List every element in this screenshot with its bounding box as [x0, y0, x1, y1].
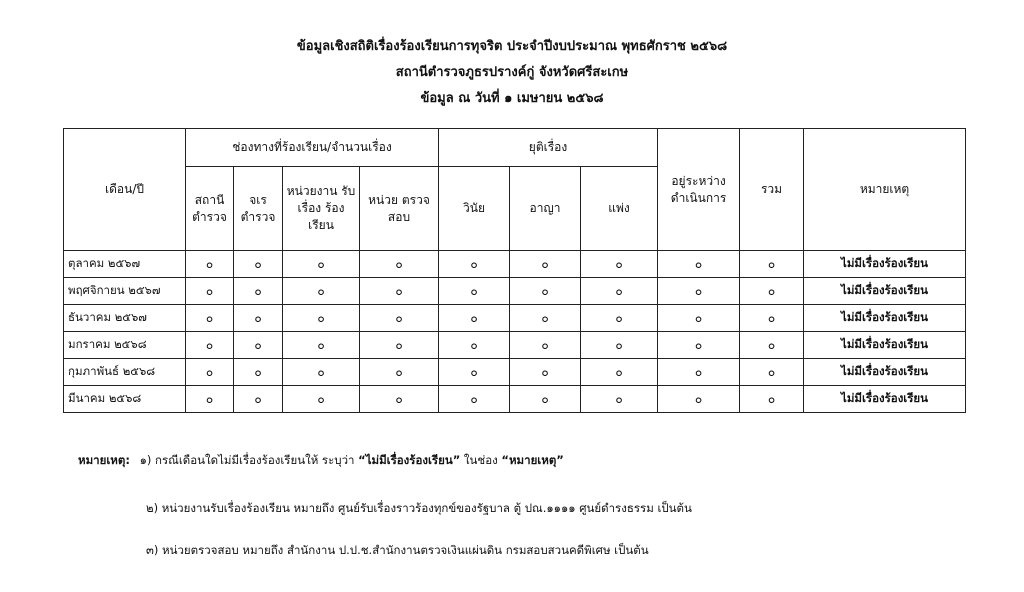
- table-row: [64, 386, 966, 413]
- cell-civil: ๐: [581, 359, 658, 386]
- complaint-statistics-table: [63, 128, 966, 413]
- cell-police-station: ๐: [186, 278, 234, 305]
- footnote-1-text: ๑) กรณีเดือนใดไม่มีเรื่องร้องเรียนให้ ระบุว่า: [139, 453, 355, 467]
- title-line-2: สถานีตำรวจภูธรปรางค์กู่ จังหวัดศรีสะเกษ: [395, 65, 629, 80]
- cell-month: มีนาคม ๒๕๖๘: [64, 386, 186, 413]
- header-total: รวม: [740, 129, 804, 251]
- cell-complaint-unit: ๐: [283, 332, 360, 359]
- cell-police-station: ๐: [186, 359, 234, 386]
- cell-patrol: ๐: [234, 359, 283, 386]
- cell-criminal: ๐: [510, 386, 581, 413]
- footnote-1-quote-remark: “หมายเหตุ”: [501, 453, 564, 467]
- footnote-1-quote-no-complaint: “ไม่มีเรื่องร้องเรียน”: [358, 453, 461, 467]
- footnote-label: หมายเหตุ:: [78, 453, 130, 467]
- cell-remark: ไม่มีเรื่องร้องเรียน: [804, 332, 966, 359]
- cell-in-progress: ๐: [658, 359, 740, 386]
- cell-police-station: ๐: [186, 305, 234, 332]
- cell-remark: ไม่มีเรื่องร้องเรียน: [804, 386, 966, 413]
- header-in-progress: อยู่ระหว่าง ดำเนินการ: [658, 129, 740, 251]
- cell-audit-unit: ๐: [360, 278, 439, 305]
- cell-criminal: ๐: [510, 332, 581, 359]
- header-audit-unit: หน่วย ตรวจสอบ: [360, 167, 439, 251]
- cell-remark: ไม่มีเรื่องร้องเรียน: [804, 305, 966, 332]
- cell-month: ตุลาคม ๒๕๖๗: [64, 251, 186, 278]
- table-row: [64, 278, 966, 305]
- header-ended-group: ยุติเรื่อง: [439, 129, 658, 167]
- cell-discipline: ๐: [439, 305, 510, 332]
- cell-month: กุมภาพันธ์ ๒๕๖๘: [64, 359, 186, 386]
- cell-audit-unit: ๐: [360, 251, 439, 278]
- cell-civil: ๐: [581, 305, 658, 332]
- cell-patrol: ๐: [234, 278, 283, 305]
- cell-total: ๐: [740, 278, 804, 305]
- cell-police-station: ๐: [186, 332, 234, 359]
- cell-patrol: ๐: [234, 386, 283, 413]
- table-row: [64, 251, 966, 278]
- table-row: [64, 305, 966, 332]
- cell-patrol: ๐: [234, 305, 283, 332]
- header-patrol: จเร ตำรวจ: [234, 167, 283, 251]
- cell-audit-unit: ๐: [360, 305, 439, 332]
- cell-remark: ไม่มีเรื่องร้องเรียน: [804, 251, 966, 278]
- cell-total: ๐: [740, 332, 804, 359]
- table-row: [64, 359, 966, 386]
- cell-complaint-unit: ๐: [283, 278, 360, 305]
- cell-civil: ๐: [581, 251, 658, 278]
- cell-audit-unit: ๐: [360, 359, 439, 386]
- cell-discipline: ๐: [439, 386, 510, 413]
- cell-criminal: ๐: [510, 251, 581, 278]
- cell-complaint-unit: ๐: [283, 359, 360, 386]
- cell-discipline: ๐: [439, 332, 510, 359]
- header-civil: แพ่ง: [581, 167, 658, 251]
- cell-in-progress: ๐: [658, 251, 740, 278]
- footnote-2: ๒) หน่วยงานรับเรื่องร้องเรียน หมายถึง ศูนย์รับเรื่องราวร้องทุกข์ของรัฐบาล ตู้ ปณ.๑๑๑๑ ศูนย์ดำรงธรรม เป็นต้น: [146, 501, 692, 515]
- cell-audit-unit: ๐: [360, 332, 439, 359]
- header-channels-group: ช่องทางที่ร้องเรียน/จำนวนเรื่อง: [186, 129, 439, 167]
- cell-in-progress: ๐: [658, 332, 740, 359]
- footnote-1-mid: ในช่อง: [463, 453, 498, 467]
- cell-total: ๐: [740, 251, 804, 278]
- cell-in-progress: ๐: [658, 305, 740, 332]
- document-title-block: [0, 34, 1024, 112]
- cell-total: ๐: [740, 359, 804, 386]
- header-discipline: วินัย: [439, 167, 510, 251]
- cell-audit-unit: ๐: [360, 386, 439, 413]
- cell-criminal: ๐: [510, 278, 581, 305]
- cell-discipline: ๐: [439, 251, 510, 278]
- cell-month: มกราคม ๒๕๖๘: [64, 332, 186, 359]
- cell-complaint-unit: ๐: [283, 305, 360, 332]
- footnote-1: [78, 452, 564, 470]
- cell-in-progress: ๐: [658, 386, 740, 413]
- cell-police-station: ๐: [186, 251, 234, 278]
- header-complaint-unit: หน่วยงาน รับเรื่อง ร้องเรียน: [283, 167, 360, 251]
- title-line-1: ข้อมูลเชิงสถิติเรื่องร้องเรียนการทุจริต ประจำปีงบประมาณ พุทธศักราช ๒๕๖๘: [296, 39, 728, 54]
- cell-discipline: ๐: [439, 278, 510, 305]
- cell-remark: ไม่มีเรื่องร้องเรียน: [804, 278, 966, 305]
- cell-patrol: ๐: [234, 251, 283, 278]
- header-criminal: อาญา: [510, 167, 581, 251]
- table-row: [64, 332, 966, 359]
- cell-criminal: ๐: [510, 359, 581, 386]
- cell-total: ๐: [740, 386, 804, 413]
- cell-discipline: ๐: [439, 359, 510, 386]
- cell-remark: ไม่มีเรื่องร้องเรียน: [804, 359, 966, 386]
- cell-civil: ๐: [581, 332, 658, 359]
- cell-complaint-unit: ๐: [283, 251, 360, 278]
- cell-complaint-unit: ๐: [283, 386, 360, 413]
- title-line-3: ข้อมูล ณ วันที่ ๑ เมษายน ๒๕๖๘: [420, 91, 604, 106]
- footnote-3: ๓) หน่วยตรวจสอบ หมายถึง สำนักงาน ป.ป.ช.สำนักงานตรวจเงินแผ่นดิน กรมสอบสวนคดีพิเศษ เป็นต้น: [146, 543, 649, 557]
- cell-month: ธันวาคม ๒๕๖๗: [64, 305, 186, 332]
- header-remark: หมายเหตุ: [804, 129, 966, 251]
- cell-civil: ๐: [581, 278, 658, 305]
- header-month: เดือน/ปี: [64, 129, 186, 251]
- cell-in-progress: ๐: [658, 278, 740, 305]
- header-police-station: สถานี ตำรวจ: [186, 167, 234, 251]
- cell-month: พฤศจิกายน ๒๕๖๗: [64, 278, 186, 305]
- cell-patrol: ๐: [234, 332, 283, 359]
- cell-total: ๐: [740, 305, 804, 332]
- cell-criminal: ๐: [510, 305, 581, 332]
- cell-police-station: ๐: [186, 386, 234, 413]
- cell-civil: ๐: [581, 386, 658, 413]
